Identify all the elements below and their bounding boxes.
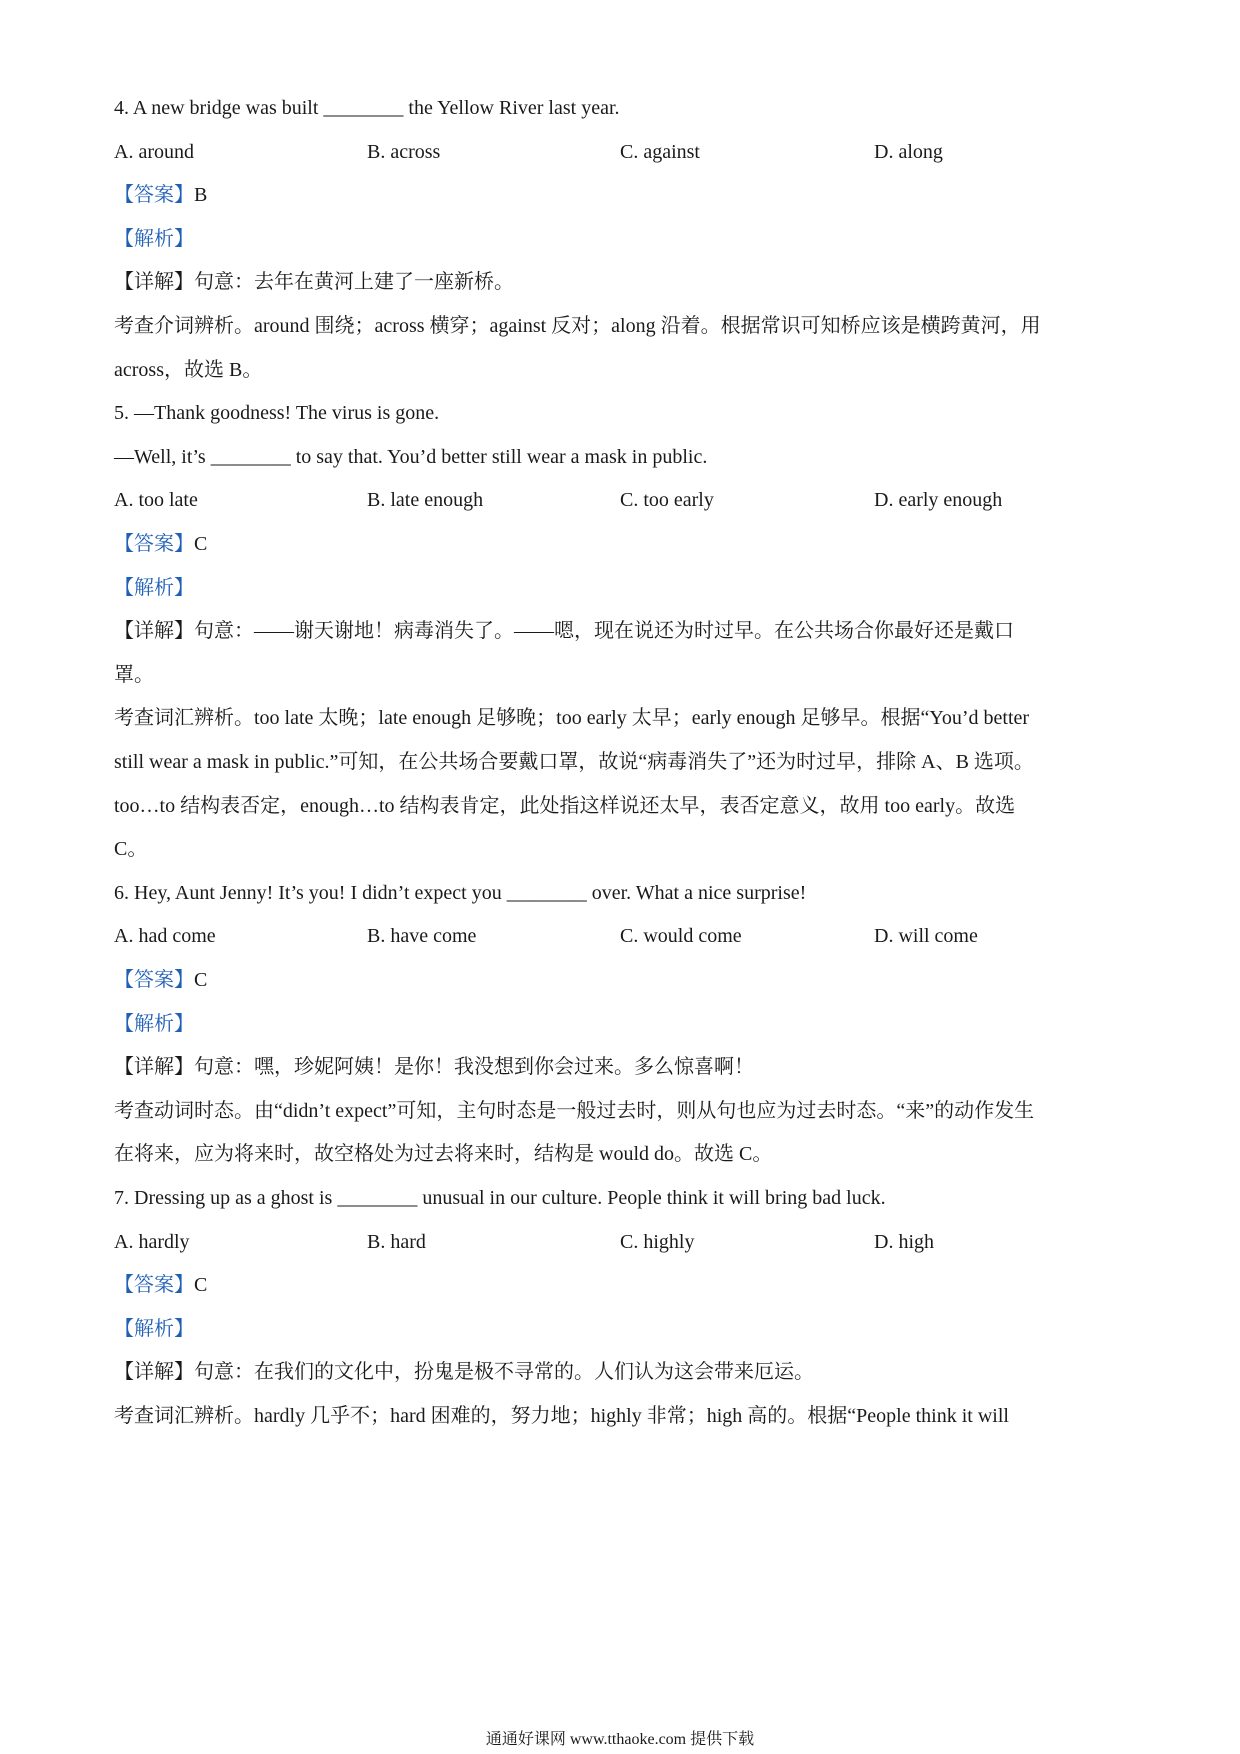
option-row: [114, 1229, 1134, 1255]
question-stem: 6. Hey, Aunt Jenny! It’s you! I didn’t expect you ________ over. What a nice surprise!: [114, 881, 807, 904]
option-a: A. had come: [114, 925, 216, 948]
explanation-line: too…to 结构表否定，enough…to 结构表肯定，此处指这样说还太早，表否定意义，故用 too early。故选: [114, 794, 1016, 817]
explanation-line: still wear a mask in public.”可知，在公共场合要戴口罩，故说“病毒消失了”还为时过早，排除 A、B 选项。: [114, 751, 1034, 773]
answer-line: [114, 967, 1134, 993]
analysis-line: [114, 1316, 1134, 1342]
analysis-tag: 【解析】: [114, 1317, 194, 1340]
option-c: C. against: [620, 140, 700, 163]
option-a: A. too late: [114, 489, 198, 512]
option-a: A. around: [114, 140, 194, 163]
question-stem: 5. —Thank goodness! The virus is gone.: [114, 402, 440, 425]
explanation-line: 考查词汇辨析。hardly 几乎不；hard 困难的，努力地；highly 非常；high 高的。根据“People think it will: [114, 1405, 1009, 1427]
explanation-line: 【详解】句意：——谢天谢地！病毒消失了。——嗯，现在说还为时过早。在公共场合你最好还是戴口: [114, 620, 1014, 643]
explanation-line: across，故选 B。: [114, 358, 263, 381]
explanation-line: 考查词汇辨析。too late 太晚；late enough 足够晚；too early 太早；early enough 足够早。根据“You’d better: [114, 707, 1030, 730]
explanation-line: C。: [114, 838, 148, 861]
option-b: B. have come: [367, 925, 477, 948]
option-row: [114, 139, 1134, 165]
answer-tag: 【答案】: [114, 184, 194, 207]
analysis-tag: 【解析】: [114, 576, 194, 599]
answer-tag: 【答案】: [114, 969, 194, 991]
analysis-tag: 【解析】: [114, 227, 194, 250]
answer-value: C: [194, 533, 208, 555]
option-c: C. would come: [620, 925, 742, 948]
question-stem: 7. Dressing up as a ghost is ________ unusual in our culture. People think it will bring bad luck.: [114, 1187, 886, 1209]
answer-tag: 【答案】: [114, 1274, 194, 1297]
option-b: B. hard: [367, 1230, 426, 1253]
explanation-line: 考查介词辨析。around 围绕；across 横穿；against 反对；along 沿着。根据常识可知桥应该是横跨黄河，用: [114, 315, 1041, 337]
answer-value: C: [194, 969, 208, 991]
answer-value: C: [194, 1274, 208, 1297]
option-row: [114, 487, 1134, 513]
answer-line: [114, 1272, 1134, 1298]
question-stem: 4. A new bridge was built ________ the Yellow River last year.: [114, 97, 620, 119]
option-d: D. will come: [874, 925, 978, 948]
option-row: [114, 923, 1134, 949]
answer-line: [114, 182, 1134, 208]
analysis-line: [114, 226, 1134, 252]
option-c: C. highly: [620, 1230, 695, 1253]
explanation-line: 【详解】句意：嘿，珍妮阿姨！是你！我没想到你会过来。多么惊喜啊！: [114, 1056, 754, 1079]
explanation-line: 【详解】句意：在我们的文化中，扮鬼是极不寻常的。人们认为这会带来厄运。: [114, 1361, 814, 1384]
explanation-line: 考查动词时态。由“didn’t expect”可知，主句时态是一般过去时，则从句也应为过去时态。“来”的动作发生: [114, 1099, 1035, 1122]
answer-value: B: [194, 184, 208, 207]
option-b: B. late enough: [367, 489, 484, 512]
page-footer: 通通好课网 www.tthaoke.com 提供下载: [485, 1731, 755, 1748]
option-d: D. high: [874, 1230, 934, 1253]
option-c: C. too early: [620, 489, 714, 512]
explanation-line: 罩。: [114, 663, 154, 686]
option-a: A. hardly: [114, 1230, 190, 1253]
answer-tag: 【答案】: [114, 533, 194, 555]
question-stem: —Well, it’s ________ to say that. You’d better still wear a mask in public.: [114, 445, 708, 468]
explanation-line: 在将来，应为将来时，故空格处为过去将来时，结构是 would do。故选 C。: [114, 1143, 773, 1166]
analysis-line: [114, 1011, 1134, 1037]
explanation-line: 【详解】句意：去年在黄河上建了一座新桥。: [114, 271, 514, 294]
analysis-tag: 【解析】: [114, 1012, 194, 1035]
answer-line: [114, 531, 1134, 557]
analysis-line: [114, 575, 1134, 601]
option-d: D. early enough: [874, 489, 1003, 512]
option-b: B. across: [367, 140, 441, 163]
option-d: D. along: [874, 140, 943, 163]
